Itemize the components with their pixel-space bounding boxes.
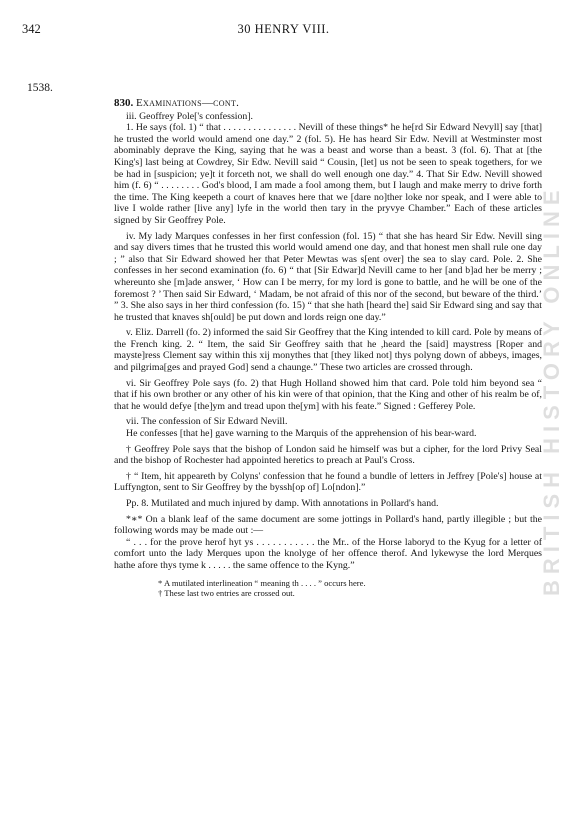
entry-header bbox=[114, 98, 542, 110]
page-number: 342 bbox=[22, 22, 41, 36]
entry-number: 830. bbox=[114, 97, 134, 109]
section-heading-edward-nevill: vii. The confession of Sir Edward Nevill. bbox=[126, 416, 288, 428]
running-head bbox=[22, 22, 545, 38]
paragraph-document-note: Pp. 8. Mutilated and much injured by damp. With annotations in Pollard's hand. bbox=[126, 498, 439, 509]
document-body bbox=[114, 98, 542, 598]
entry-heading: Examinations—cont. bbox=[136, 97, 240, 109]
margin-year: 1538. bbox=[27, 82, 53, 94]
footnote: * A mutilated interlineation “ meaning th . . . . ” occurs here. bbox=[158, 577, 366, 588]
footnote: † These last two entries are crossed out. bbox=[158, 587, 295, 598]
running-title: 30 HENRY VIII. bbox=[237, 22, 330, 36]
section-heading-geoffrey-pole: iii. Geoffrey Pole['s confession]. bbox=[126, 110, 254, 122]
paragraph-hugh-holland: vi. Sir Geoffrey Pole says (fo. 2) that Hugh Holland showed him that card. Pole told him beyond sea “ that if his own brother or any other of his kin were of that opinion, that the King and other of his realm be of, that he would defye [the]ym and tread upon the[ym] with his feate.” Signed : Gefferey Pole. bbox=[114, 377, 542, 412]
paragraph-colyns-confession: † “ Item, hit appeareth by Colyns' confession that he found a bundle of letters in Jeffrey [Pole's] house at Luffyngton, sent to Sir Geoffrey by the byssh[op of] Lo[ndon].” bbox=[114, 470, 542, 494]
paragraph-eliz-darrell: v. Eliz. Darrell (fo. 2) informed the said Sir Geoffrey that the King intended to kill card. Pole by means of the French king. 2. “ Item, the said Sir Geoffrey saith that he ,heard the [said] maystress [Roper and mayste]ress Clement say within this xij monythes that [they liked not] thys polyng down of abbeys, images, and pilgrima[ges and prayed God] send a chaunge.” These two articles are crossed through. bbox=[114, 327, 542, 374]
paragraph-pollard-jottings: “ . . . for the prove herof hyt ys . . . . . . . . . . . the Mr.. of the Horse laboryd to the Kyug for a letter of comfort unto the lady Merques upon the knolyge of her offence therof. And lykewyse the lord Merques hathe afore thys tyme k . . . . . the same offence to the Kyng.” bbox=[114, 536, 542, 571]
watermark: BRITISH HISTORY ONLINE bbox=[539, 184, 564, 596]
paragraph-lady-marques: iv. My lady Marques confesses in her first confession (fol. 15) “ that she has heard Sir Edw. Nevill sing and say divers times that he trusted this world would amend one day, and that honest men shall rule one day ; ” also that Sir Edward showed her that Peter Mewtas was s[ent over] the sea to slay card. Pole. 2. She confesses in her second examination (fo. 6) “ that [Sir Edwar]d Nevill came to her [and b]ad her be merry ; whereunto she [m]ade answer, ‘ How can I be merry, for my lord is gone to battle, and he will be one of the foremost ? ’ Then said Sir Edward, ‘ Madam, be not afraid of this nor of the second, but beware of the third.’ ” 3. She also says in her third confession (fo. 15) “ that she hath [heard the] said Sir Edward sing and say that he trusted that knaves sh[ould] be put down and lords reign one day.” bbox=[114, 230, 542, 323]
paragraph-geoffrey-articles: 1. He says (fol. 1) “ that . . . . . . . . . . . . . . . Nevill of these things* he he[rd Sir Edward Nevyll] say [that] he trusted the world would amend one day.” 2 (fol. 5). He has heard Sir Edw. Nevill at Westminster most abominably deprave the King, saying that he was a beast and worse than a beast. 3 (fol. 6). That at [the King's] last being at Cowdrey, Sir Edw. Nevill said “ Cousin, [let] us not be seen to speak togethers, for we be had in [suspicion; ye]t it forceth not, we shall do well enough one day.” 4. That Sir Edw. Nevill showed him (f. 6) “ . . . . . . . . God's blood, I am made a fool among them, but I laugh and make merry to drive forth the time. The King keepeth a court of knaves here that we [dare no]ther loke nor speak, and I were able to live I wolde rather [live any] lyfe in the world then tary in the pryvye Chamber.” Each of these articles signed by Sir Geoffrey Pole. bbox=[114, 122, 542, 226]
paragraph-bishop-of-london: † Geoffrey Pole says that the bishop of London said he himself was but a cipher, for the lord Privy Seal and the bishop of Rochester had appointed heretics to preach at Paul's Cross. bbox=[114, 443, 542, 467]
paragraph-nevill-confession: He confesses [that he] gave warning to the Marquis of the apprehension of his bear-ward. bbox=[126, 428, 477, 440]
paragraph-blank-leaf-note: *∗* On a blank leaf of the same document are some jottings in Pollard's hand, partly illegible ; but the following words may be made out :— bbox=[114, 513, 542, 537]
footnotes bbox=[114, 578, 542, 598]
